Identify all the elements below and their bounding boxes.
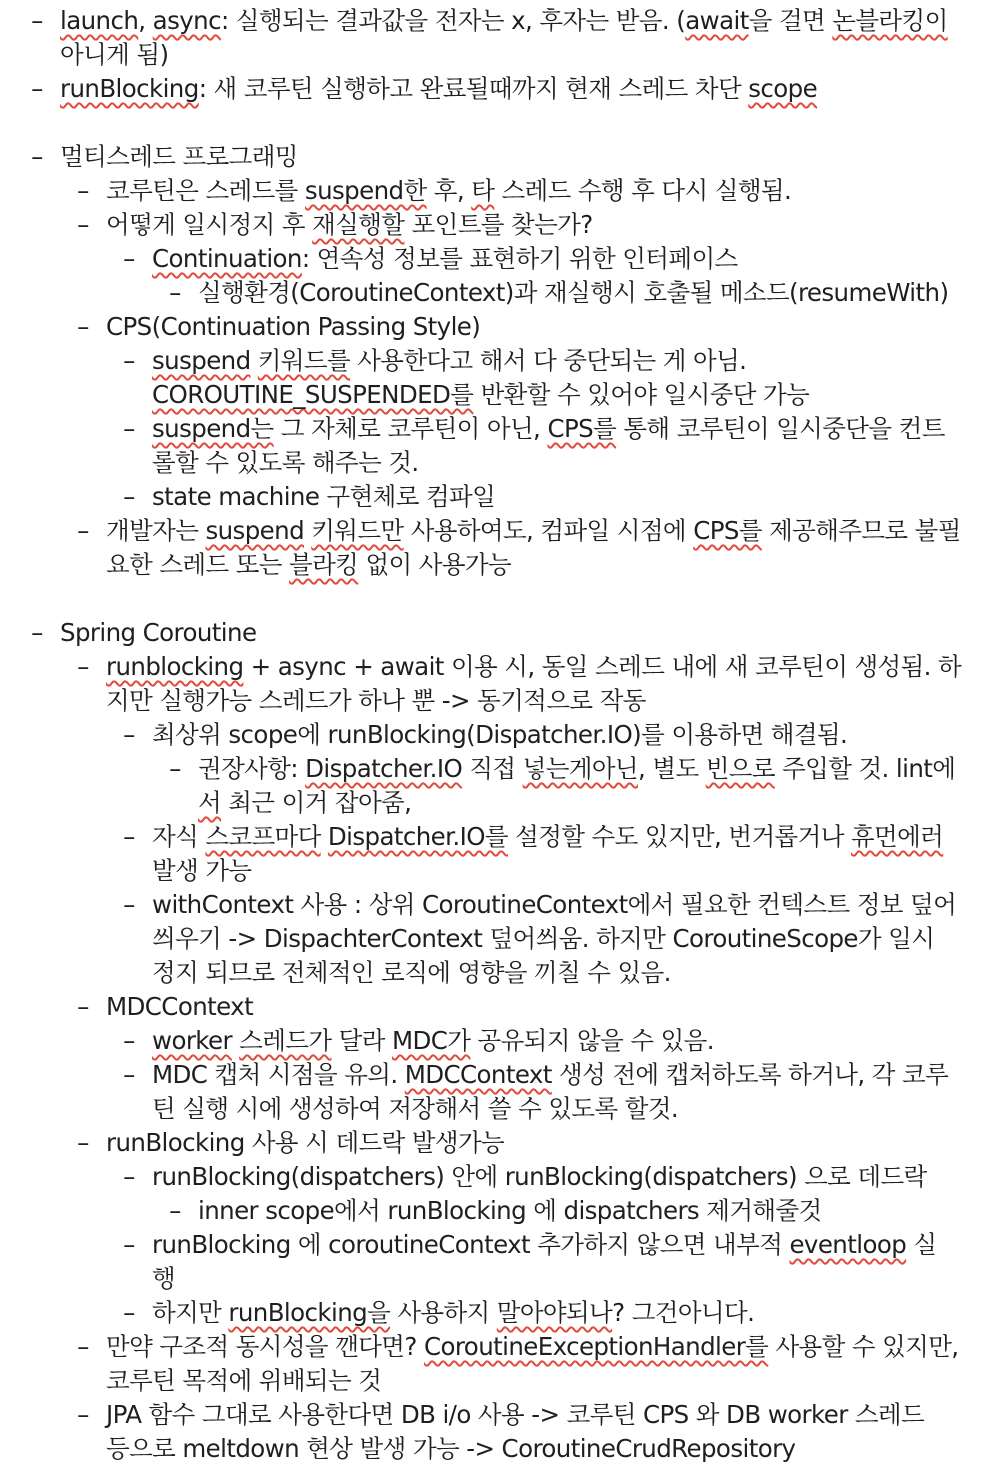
- misspelled-word: runblocking: [106, 652, 244, 681]
- note-line: [0, 72, 1002, 106]
- note-text[interactable]: [152, 1262, 175, 1296]
- note-text[interactable]: [198, 1194, 822, 1228]
- text-segment: 정지 되므로 전체적인 로직에 영향을 끼칠 수 있음.: [152, 958, 671, 987]
- note-text[interactable]: [106, 1330, 958, 1364]
- text-segment: 아니게 됨): [60, 40, 169, 69]
- misspelled-word: suspend는: [152, 414, 274, 443]
- bullet-dash-icon: –: [77, 652, 89, 681]
- text-segment: [321, 822, 328, 851]
- text-segment: , 별도: [638, 754, 706, 783]
- text-segment: 개발자는: [106, 516, 206, 545]
- bullet-dash-icon: –: [123, 244, 135, 273]
- text-segment: 실: [906, 1230, 937, 1259]
- misspelled-word: Continuation: [152, 244, 302, 273]
- note-line: [0, 514, 1002, 548]
- note-text[interactable]: [106, 990, 253, 1024]
- note-text[interactable]: [106, 514, 961, 548]
- note-text[interactable]: [152, 1058, 948, 1092]
- text-segment: 요한 스레드 또는: [106, 550, 290, 579]
- bullet-dash-icon: –: [77, 1128, 89, 1157]
- bullet-dash-icon: –: [169, 278, 181, 307]
- note-line: [0, 140, 1002, 174]
- text-segment: 스레드 수행 후 다시 실행됨.: [494, 176, 792, 205]
- note-line: [0, 786, 1002, 820]
- text-segment: 포인트를 찾는가?: [404, 210, 593, 239]
- text-segment: 반환할 수 있어야 일시중단 가능: [473, 380, 810, 409]
- misspelled-word: CPS를: [693, 516, 762, 545]
- note-text[interactable]: [152, 344, 746, 378]
- misspelled-word: await: [685, 6, 749, 35]
- text-segment: 사용할 수 있지만,: [768, 1332, 959, 1361]
- misspelled-word: 서: [198, 788, 222, 817]
- text-segment: MDCContext: [106, 992, 254, 1021]
- note-line: [0, 1296, 1002, 1330]
- note-text[interactable]: [60, 140, 298, 174]
- text-segment: runBlocking 에 coroutineContext 추가하지 않으면 내부적: [152, 1230, 790, 1259]
- misspelled-word: 블라킹: [289, 550, 359, 579]
- note-line: [0, 820, 1002, 854]
- text-segment: 사용한다고 해서 다 중단되는 게 아님.: [350, 346, 747, 375]
- misspelled-word: COROUTINE_SUSPENDED를: [152, 380, 474, 409]
- bullet-dash-icon: –: [31, 142, 43, 171]
- misspelled-word: runBlocking을: [228, 1298, 391, 1327]
- note-text[interactable]: [152, 854, 251, 888]
- note-text[interactable]: [152, 956, 671, 990]
- misspelled-word: 말아야되나: [496, 1298, 613, 1327]
- note-line: [0, 1126, 1002, 1160]
- text-segment: 달라: [331, 1026, 392, 1055]
- misspelled-word: CoroutineExceptionHandler를: [423, 1332, 769, 1361]
- note-text[interactable]: [106, 208, 593, 242]
- bullet-dash-icon: –: [123, 1060, 135, 1089]
- text-segment: 행: [152, 1264, 176, 1293]
- note-text[interactable]: [106, 684, 646, 718]
- text-segment: 자식: [152, 822, 206, 851]
- note-line: [0, 4, 1002, 38]
- bullet-dash-icon: –: [123, 414, 135, 443]
- bullet-dash-icon: –: [123, 1026, 135, 1055]
- note-line: [0, 854, 1002, 888]
- note-text[interactable]: [198, 752, 955, 786]
- text-segment: MDC 캡처 시점을 유의.: [152, 1060, 405, 1089]
- note-text[interactable]: [152, 1228, 936, 1262]
- bullet-dash-icon: –: [123, 1162, 135, 1191]
- bullet-dash-icon: –: [77, 992, 89, 1021]
- note-line: [0, 548, 1002, 582]
- misspelled-word: worker: [152, 1026, 232, 1055]
- text-segment: 생성 전에 캡처하도록 하거나, 각 코루: [551, 1060, 949, 1089]
- note-text[interactable]: [152, 718, 847, 752]
- text-segment: 통해 코루틴이 일시중단을 컨트: [616, 414, 945, 443]
- note-text[interactable]: [106, 548, 511, 582]
- text-segment: : 실행되는 결과값을 전자는 x, 후자는 받음. (: [220, 6, 686, 35]
- text-segment: 롤할 수 있도록 해주는 것.: [152, 448, 419, 477]
- bullet-dash-icon: –: [123, 890, 135, 919]
- misspelled-word: 논블라킹이: [832, 6, 948, 35]
- note-text[interactable]: [152, 1160, 927, 1194]
- bullet-dash-icon: –: [31, 74, 43, 103]
- misspelled-word: CPS를: [547, 414, 617, 443]
- note-line: [0, 242, 1002, 276]
- bullet-dash-icon: –: [123, 822, 135, 851]
- note-line: [0, 1058, 1002, 1092]
- text-segment: 사용하여도, 컴파일 시점에: [403, 516, 694, 545]
- note-line: [0, 1160, 1002, 1194]
- text-segment: ? 그건아니다.: [612, 1298, 755, 1327]
- text-segment: 후,: [426, 176, 472, 205]
- text-segment: withContext 사용 : 상위 CoroutineContext에서 필요한 컨텍스트 정보 덮어: [152, 890, 957, 919]
- note-text[interactable]: [152, 378, 809, 412]
- note-text[interactable]: [106, 1364, 381, 1398]
- bullet-dash-icon: –: [123, 1298, 135, 1327]
- note-line: [0, 310, 1002, 344]
- text-segment: 을 걸면: [748, 6, 833, 35]
- misspelled-word: MDCContext: [404, 1060, 552, 1089]
- misspelled-word: 재실행할: [312, 210, 405, 239]
- text-segment: 멀티스레드 프로그래밍: [60, 142, 298, 171]
- misspelled-word: MDC가: [391, 1026, 471, 1055]
- text-segment: 주입할 것. lint에: [774, 754, 956, 783]
- text-segment: Spring Coroutine: [60, 618, 257, 647]
- text-segment: 제공해주므로 불필: [761, 516, 961, 545]
- note-line: [0, 684, 1002, 718]
- bullet-dash-icon: –: [77, 1400, 89, 1429]
- text-segment: 코루틴은 스레드를: [106, 176, 305, 205]
- note-text[interactable]: [106, 310, 480, 344]
- note-line: [0, 888, 1002, 922]
- bullet-dash-icon: –: [77, 1332, 89, 1361]
- misspelled-word: Dispatcher.IO: [305, 754, 463, 783]
- misspelled-word: Dispatcher.IO를: [327, 822, 508, 851]
- note-line: [0, 446, 1002, 480]
- misspelled-word: scope: [748, 74, 818, 103]
- misspelled-word: async: [152, 6, 221, 35]
- text-segment: state machine 구현체로 컴파일: [152, 482, 496, 511]
- note-text[interactable]: [152, 1296, 754, 1330]
- misspelled-word: 빈으로: [705, 754, 775, 783]
- text-segment: 최상위 scope에 runBlocking(Dispatcher.IO)를 이용하면 해결됨.: [152, 720, 848, 749]
- bullet-dash-icon: –: [77, 210, 89, 239]
- note-line: [0, 650, 1002, 684]
- misspelled-word: 키워드를: [257, 346, 351, 375]
- note-line: [0, 956, 1002, 990]
- note-line: [0, 1398, 1002, 1432]
- text-segment: : 새 코루틴 실행하고 완료될때까지 현재 스레드 차단: [198, 74, 749, 103]
- misspelled-word: runBlocking: [60, 74, 199, 103]
- note-text[interactable]: [106, 1432, 795, 1466]
- note-line: [0, 1364, 1002, 1398]
- note-line: [0, 38, 1002, 72]
- note-line: [0, 174, 1002, 208]
- note-text[interactable]: [60, 4, 948, 38]
- note-line: [0, 276, 1002, 310]
- misspelled-word: 넣는게아닌: [522, 754, 638, 783]
- text-segment: JPA 함수 그대로 사용한다면 DB i/o 사용 -> 코루틴 CPS 와 DB worker 스레드: [106, 1400, 925, 1429]
- text-segment: 발생 가능: [152, 856, 252, 885]
- bullet-dash-icon: –: [123, 346, 135, 375]
- bullet-dash-icon: –: [169, 1196, 181, 1225]
- note-line: [0, 1024, 1002, 1058]
- note-line: [0, 1330, 1002, 1364]
- note-text[interactable]: [152, 1092, 678, 1126]
- note-text[interactable]: [152, 820, 943, 854]
- note-line: [0, 718, 1002, 752]
- note-line: [0, 752, 1002, 786]
- text-segment: [251, 346, 258, 375]
- bullet-dash-icon: –: [169, 754, 181, 783]
- misspelled-word: 타: [471, 176, 495, 205]
- note-line: [0, 1092, 1002, 1126]
- text-segment: 사용하지: [390, 1298, 497, 1327]
- text-segment: 하지만: [152, 1298, 229, 1327]
- note-text[interactable]: [60, 72, 817, 106]
- note-text[interactable]: [106, 1398, 924, 1432]
- text-segment: 없이 사용가능: [358, 550, 512, 579]
- note-text[interactable]: [198, 786, 411, 820]
- note-line: [0, 344, 1002, 378]
- bullet-dash-icon: –: [31, 6, 43, 35]
- note-line: [0, 1194, 1002, 1228]
- text-segment: 어떻게 일시정지 후: [106, 210, 313, 239]
- note-line: [0, 616, 1002, 650]
- text-segment: + async + await 이용 시, 동일 스레드 내에 새 코루틴이 생성됨. 하: [243, 652, 962, 681]
- note-line: [0, 1262, 1002, 1296]
- text-segment: : 연속성 정보를 표현하기 위한 인터페이스: [301, 244, 738, 273]
- bullet-dash-icon: –: [77, 312, 89, 341]
- bullet-dash-icon: –: [123, 720, 135, 749]
- bullet-dash-icon: –: [77, 516, 89, 545]
- note-line: [0, 208, 1002, 242]
- note-line: [0, 378, 1002, 412]
- misspelled-word: suspend한: [304, 176, 427, 205]
- note-line: [0, 480, 1002, 514]
- note-text[interactable]: [152, 922, 934, 956]
- text-segment: 씌우기 -> DispachterContext 덮어씌움. 하지만 CoroutineScope가 일시: [152, 924, 935, 953]
- text-segment: 최근 이거 잡아줌,: [221, 788, 412, 817]
- text-segment: 틴 실행 시에 생성하여 저장해서 쓸 수 있도록 할것.: [152, 1094, 679, 1123]
- text-segment: 지만 실행가능 스레드가 하나 뿐 -> 동기적으로 작동: [106, 686, 646, 715]
- misspelled-word: 키워드만: [311, 516, 404, 545]
- note-line: [0, 990, 1002, 1024]
- text-segment: 그 자체로 코루틴이 아닌,: [273, 414, 548, 443]
- text-segment: 공유되지 않을 수 있음.: [470, 1026, 714, 1055]
- misspelled-word: suspend: [152, 346, 251, 375]
- note-line: [0, 1228, 1002, 1262]
- text-segment: 실행환경(CoroutineContext)과 재실행시 호출될 메소드(resumeWith): [198, 278, 949, 307]
- note-text[interactable]: [106, 174, 791, 208]
- bullet-dash-icon: –: [77, 176, 89, 205]
- note-text[interactable]: [152, 242, 738, 276]
- text-segment: ,: [138, 6, 153, 35]
- text-segment: 권장사항:: [198, 754, 306, 783]
- note-text[interactable]: [152, 446, 419, 480]
- note-text[interactable]: [198, 276, 948, 310]
- text-segment: 만약 구조적 동시성을 깬다면?: [106, 1332, 424, 1361]
- text-segment: 설정할 수도 있지만, 번거롭거나: [507, 822, 851, 851]
- note-line: [0, 922, 1002, 956]
- misspelled-word: 스코프마다: [205, 822, 321, 851]
- note-text[interactable]: [152, 1024, 714, 1058]
- note-text[interactable]: [106, 650, 961, 684]
- misspelled-word: eventloop: [789, 1230, 907, 1259]
- misspelled-word: 휴먼에러: [850, 822, 944, 851]
- bullet-dash-icon: –: [123, 482, 135, 511]
- text-segment: CPS(Continuation Passing Style): [106, 312, 481, 341]
- misspelled-word: 스레드가: [239, 1026, 332, 1055]
- note-text[interactable]: [152, 480, 495, 514]
- bullet-dash-icon: –: [31, 618, 43, 647]
- note-text[interactable]: [106, 1126, 504, 1160]
- bullet-dash-icon: –: [123, 1230, 135, 1259]
- note-text[interactable]: [152, 888, 956, 922]
- note-line: [0, 412, 1002, 446]
- misspelled-word: suspend: [205, 516, 305, 545]
- text-segment: runBlocking(dispatchers) 안에 runBlocking(dispatchers) 으로 데드락: [152, 1162, 927, 1191]
- note-line: [0, 1432, 1002, 1466]
- text-segment: inner scope에서 runBlocking 에 dispatchers 제거해줄것: [198, 1196, 822, 1225]
- text-segment: 직접: [462, 754, 523, 783]
- text-segment: runBlocking 사용 시 데드락 발생가능: [106, 1128, 505, 1157]
- note-text[interactable]: [60, 616, 256, 650]
- note-text[interactable]: [152, 412, 945, 446]
- text-segment: 등으로 meltdown 현상 발생 가능 -> CoroutineCrudRepository: [106, 1434, 796, 1463]
- text-segment: 코루틴 목적에 위배되는 것: [106, 1366, 382, 1395]
- misspelled-word: launch: [60, 6, 139, 35]
- note-text[interactable]: [60, 38, 168, 72]
